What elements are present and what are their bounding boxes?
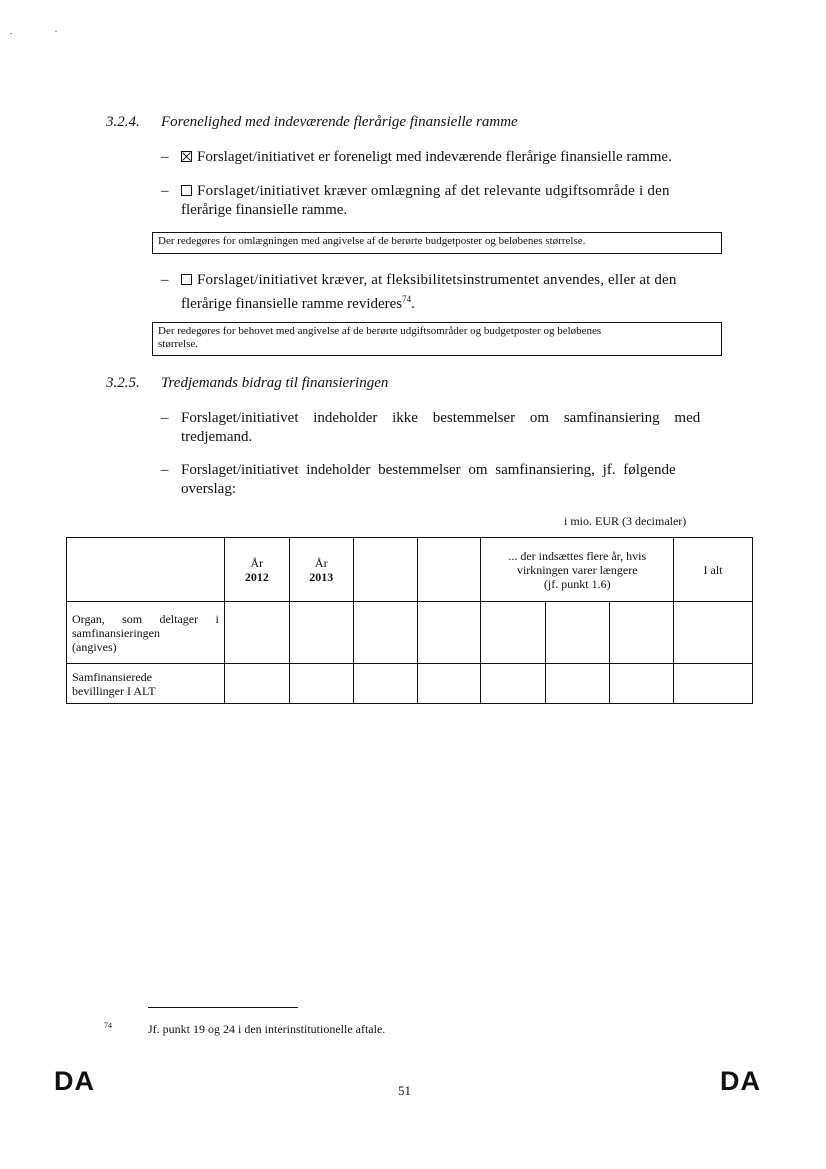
table-cell[interactable] <box>289 602 353 664</box>
footnote-number: 74 <box>104 1021 112 1030</box>
unit-label: i mio. EUR (3 decimaler) <box>564 514 687 528</box>
bullet-flexibility-text: Forslaget/initiativet kræver, at fleksibilitetsinstrumentet anvendes, eller at den <box>197 272 677 288</box>
checkbox-icon[interactable] <box>181 185 192 196</box>
section-324-number: 3.2.4. <box>106 114 140 130</box>
bullet-flexibility-text-2: flerårige finansielle ramme revideres <box>181 296 403 312</box>
bullet-compatible-text: Forslaget/initiativet er foreneligt med indeværende flerårige finansielle ramme. <box>197 149 672 165</box>
footer-language-left: DA <box>54 1066 95 1096</box>
table-header-year2: År 2013 <box>289 538 353 602</box>
table-row <box>67 664 753 704</box>
table-cell[interactable] <box>610 602 674 664</box>
note-flexibility <box>152 322 722 356</box>
table-header-empty <box>417 538 481 602</box>
table-cell[interactable] <box>289 664 353 704</box>
page-number: 51 <box>398 1083 411 1098</box>
section-325-title: Tredjemands bidrag til finansieringen <box>161 375 389 391</box>
table-cell[interactable] <box>224 602 289 664</box>
scan-speck <box>10 33 12 34</box>
checkbox-checked-icon[interactable] <box>181 151 192 162</box>
table-cell[interactable] <box>546 602 610 664</box>
bullet-reallocation-text-2: flerårige finansielle ramme. <box>181 202 348 218</box>
table-cell[interactable] <box>610 664 674 704</box>
table-cell[interactable] <box>417 664 481 704</box>
table-cell[interactable] <box>224 664 289 704</box>
footer-language-right: DA <box>720 1066 761 1096</box>
note-flexibility-line2: størrelse. <box>158 338 199 350</box>
table-cell[interactable] <box>674 664 753 704</box>
bullet-reallocation-text: Forslaget/initiativet kræver omlægning af det relevante udgiftsområde i den <box>197 183 670 199</box>
table-row-label-organ: Organ, som deltager i samfinansieringen (angives) <box>67 602 225 664</box>
footnote-text: Jf. punkt 19 og 24 i den interinstitutionelle aftale. <box>148 1022 386 1036</box>
table-header-total: I alt <box>674 538 753 602</box>
bullet-cofinancing-text: Forslaget/initiativet indeholder bestemmelser om samfinansiering, jf. følgende <box>181 462 676 478</box>
table-cell-empty <box>67 538 225 602</box>
section-324-title: Forenelighed med indeværende flerårige finansielle ramme <box>161 114 518 130</box>
table-header-more-years: ... der indsættes flere år, hvis virkningen varer længere (jf. punkt 1.6) <box>481 538 674 602</box>
checkbox-icon[interactable] <box>181 274 192 285</box>
footnote-divider <box>148 1007 298 1008</box>
bullet-no-cofinancing-text: Forslaget/initiativet indeholder ikke bestemmelser om samfinansiering med <box>181 410 701 426</box>
bullet-no-cofinancing-text-2: tredjemand. <box>181 429 253 445</box>
table-cell[interactable] <box>481 602 546 664</box>
section-325-number: 3.2.5. <box>106 375 140 391</box>
table-header-row <box>67 538 753 602</box>
table-cell[interactable] <box>481 664 546 704</box>
bullet-cofinancing-text-2: overslag: <box>181 481 236 497</box>
scan-speck <box>55 31 57 32</box>
table-cell[interactable] <box>353 602 417 664</box>
note-reallocation: Der redegøres for omlægningen med angivelse af de berørte budgetposter og beløbenes størrelse. <box>152 232 722 254</box>
note-flexibility-line1: Der redegøres for behovet med angivelse af de berørte udgiftsområder og budgetposter og beløbenes <box>158 325 602 337</box>
table-cell[interactable] <box>417 602 481 664</box>
table-row <box>67 602 753 664</box>
table-cell[interactable] <box>674 602 753 664</box>
footnote-ref[interactable]: 74 <box>402 294 412 304</box>
cofinancing-table <box>66 537 753 704</box>
table-header-empty <box>353 538 417 602</box>
table-row-label-total: Samfinansierede bevillinger I ALT <box>67 664 225 704</box>
table-cell[interactable] <box>353 664 417 704</box>
table-cell[interactable] <box>546 664 610 704</box>
table-header-year1: År 2012 <box>224 538 289 602</box>
